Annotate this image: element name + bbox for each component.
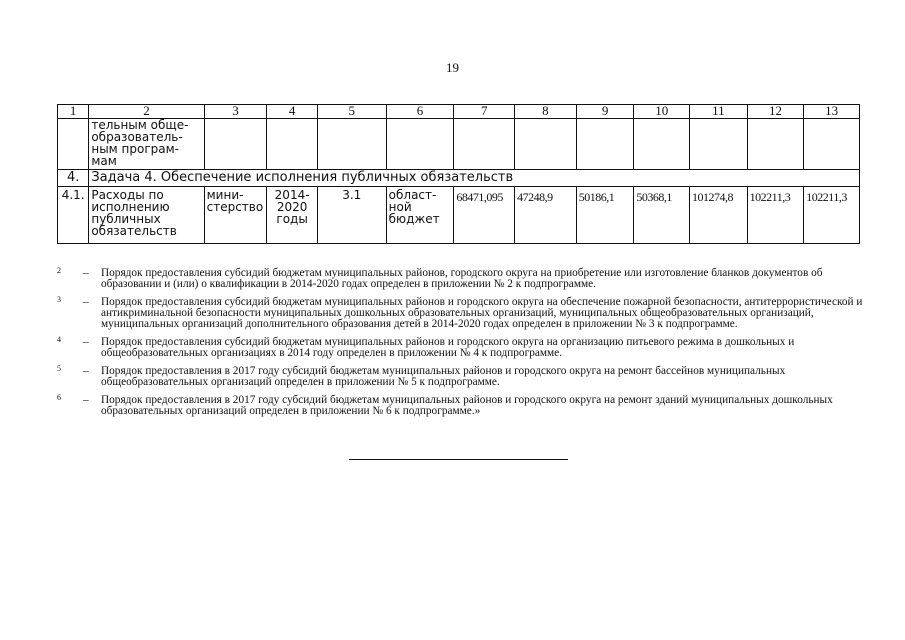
cell-line: ной <box>388 200 412 214</box>
value-cell: 50368,1 <box>634 187 690 244</box>
value-cell: 50186,1 <box>576 187 634 244</box>
cell-line: ным програм- <box>91 142 179 156</box>
column-header: 9 <box>576 105 634 119</box>
table-header-row <box>58 105 860 119</box>
row-source-cell <box>386 187 454 244</box>
row-name-cell <box>89 187 204 244</box>
column-header: 12 <box>747 105 804 119</box>
column-header: 8 <box>515 105 577 119</box>
footnote-text: Порядок предоставления субсидий бюджетам муниципальных районов и городского округа на обеспечение пожарной безопасности, антитеррористической и антикриминальной безопасности муниципальных дошкольных образовательных организаций, муниципальных общеобразовательных организаций, муниципальных организаций дополнительного образования детей в 2014-2020 годах определен в приложении № 3 к подпрограмме. <box>101 296 863 330</box>
footnote-text: Порядок предоставления в 2017 году субсидий бюджетам муниципальных районов и городского округа на ремонт зданий муниципальных дошкольных образовательных организаций определен в приложении № 6 к подпрограмме.» <box>101 394 833 417</box>
column-header: 10 <box>634 105 690 119</box>
column-header: 1 <box>58 105 89 119</box>
cell-line: област- <box>388 188 437 202</box>
cell-line: мини- <box>206 188 244 202</box>
cell-line: публичных <box>91 212 161 226</box>
footnote <box>57 268 869 290</box>
footnote <box>57 366 869 388</box>
footnote <box>57 337 869 359</box>
footnote-dash: – <box>83 394 89 406</box>
program-table <box>57 104 860 244</box>
column-header: 7 <box>454 105 515 119</box>
cell-line: 2014- <box>274 188 310 202</box>
value-cell: 102211,3 <box>804 187 860 244</box>
table-row <box>58 187 860 244</box>
column-header: 13 <box>804 105 860 119</box>
cell-line: 2020 <box>276 200 308 214</box>
cell-line: бюджет <box>388 212 440 226</box>
footnote-dash: – <box>83 336 89 348</box>
task-number: 4. <box>58 170 89 187</box>
footnote-mark: 2 <box>57 266 61 275</box>
footnote-text: Порядок предоставления субсидий бюджетам муниципальных районов и городского округа на организацию питьевого режима в дошкольных и общеобразовательных организациях в 2014 году определен в приложении № 4 к подпрограмме. <box>101 336 795 359</box>
footnote-text: Порядок предоставления субсидий бюджетам муниципальных районов, городского округа на приобретение или изготовление бланков документов об образовании и (или) о квалификации в 2014-2020 годах определен в приложении № 2 к подпрограмме. <box>101 267 823 290</box>
cell-line: стерство <box>206 200 264 214</box>
column-header: 3 <box>204 105 267 119</box>
task-title: Задача 4. Обеспечение исполнения публичных обязательств <box>89 170 860 187</box>
closing-rule <box>349 459 568 460</box>
table-row-task <box>58 170 860 187</box>
value-cell: 101274,8 <box>690 187 748 244</box>
footnote-dash: – <box>83 267 89 279</box>
footnote-dash: – <box>83 296 89 308</box>
cell-line: Расходы по <box>91 188 164 202</box>
footnote-mark: 6 <box>57 393 61 402</box>
footnote <box>57 297 869 330</box>
footnote-dash: – <box>83 365 89 377</box>
row-number: 4.1. <box>58 187 89 244</box>
cell-line: годы <box>276 212 308 226</box>
column-header: 6 <box>386 105 454 119</box>
footnotes <box>57 268 869 424</box>
cell-line: исполнению <box>91 200 170 214</box>
row-code-cell: 3.1 <box>317 187 386 244</box>
continuation-name-cell <box>89 119 204 170</box>
table-row-continuation <box>58 119 860 170</box>
column-header: 4 <box>267 105 318 119</box>
footnote-mark: 5 <box>57 364 61 373</box>
cell-line: обязательств <box>91 224 177 238</box>
footnote-mark: 3 <box>57 295 61 304</box>
value-cell: 102211,3 <box>747 187 804 244</box>
page-number: 19 <box>446 60 459 75</box>
column-header: 2 <box>89 105 204 119</box>
footnote-mark: 4 <box>57 335 61 344</box>
cell-line: тельным обще- <box>91 118 189 132</box>
footnote-text: Порядок предоставления в 2017 году субсидий бюджетам муниципальных районов и городского округа на ремонт бассейнов муниципальных общеобразовательных организаций определен в приложении № 5 к подпрограмме. <box>101 365 786 388</box>
cell-line: мам <box>91 154 117 168</box>
column-header: 5 <box>317 105 386 119</box>
value-cell: 68471,095 <box>454 187 515 244</box>
row-executor-cell <box>204 187 267 244</box>
row-period-cell <box>267 187 318 244</box>
footnote <box>57 395 869 417</box>
value-cell: 47248,9 <box>515 187 577 244</box>
column-header: 11 <box>690 105 748 119</box>
cell-line: образователь- <box>91 130 183 144</box>
